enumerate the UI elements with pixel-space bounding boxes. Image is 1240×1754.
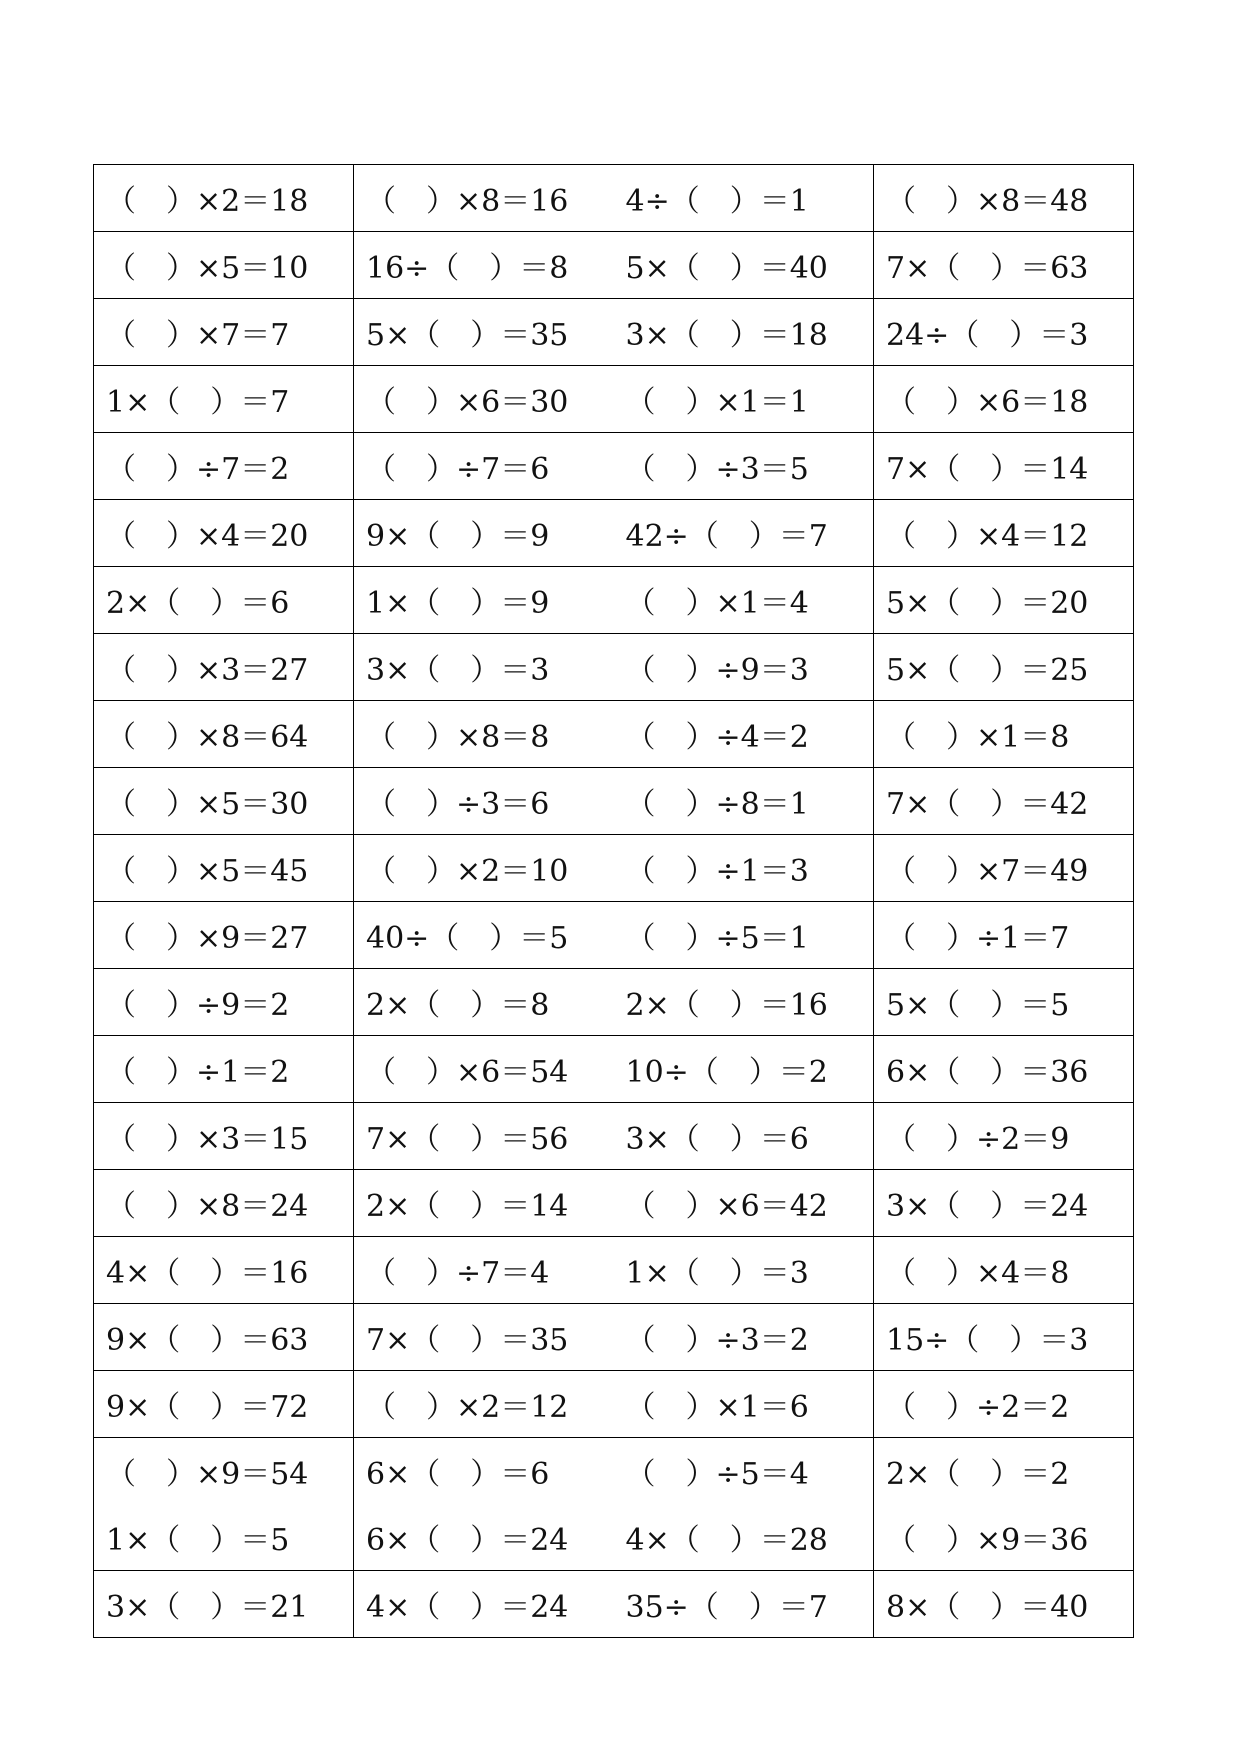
problem-cell: （ ）×8＝8	[354, 701, 614, 768]
problem-cell: 6×（ ）＝36	[874, 1036, 1134, 1103]
problem-cell: （ ）÷1＝3	[614, 835, 874, 902]
problem-cell: （ ）÷8＝1	[614, 768, 874, 835]
problem-cell: 5×（ ）＝20	[874, 567, 1134, 634]
problem-cell: （ ）÷5＝1	[614, 902, 874, 969]
problem-cell: 10÷（ ）＝2	[614, 1036, 874, 1103]
problem-cell: （ ）÷3＝5	[614, 433, 874, 500]
problem-cell: 9×（ ）＝63	[94, 1304, 354, 1371]
problem-cell: 4×（ ）＝24	[354, 1571, 614, 1638]
problem-row	[94, 835, 1134, 902]
problem-cell: 2×（ ）＝8	[354, 969, 614, 1036]
problem-cell: （ ）÷2＝2	[874, 1371, 1134, 1438]
problem-cell: （ ）÷9＝2	[94, 969, 354, 1036]
problem-row	[94, 1504, 1134, 1571]
problem-row	[94, 768, 1134, 835]
problem-cell: 7×（ ）＝35	[354, 1304, 614, 1371]
problem-row	[94, 500, 1134, 567]
problem-cell: （ ）÷5＝4	[614, 1438, 874, 1505]
problem-cell: 7×（ ）＝14	[874, 433, 1134, 500]
problem-row	[94, 567, 1134, 634]
problem-cell: 5×（ ）＝5	[874, 969, 1134, 1036]
problem-cell: 16÷（ ）＝8	[354, 232, 614, 299]
problem-cell: （ ）×1＝4	[614, 567, 874, 634]
problem-cell: 7×（ ）＝63	[874, 232, 1134, 299]
problem-cell: 3×（ ）＝24	[874, 1170, 1134, 1237]
problem-cell: （ ）×2＝12	[354, 1371, 614, 1438]
problem-cell: （ ）×8＝64	[94, 701, 354, 768]
problem-cell: （ ）×9＝27	[94, 902, 354, 969]
problem-cell: （ ）÷7＝6	[354, 433, 614, 500]
problem-row	[94, 165, 1134, 232]
problem-cell: 6×（ ）＝6	[354, 1438, 614, 1505]
problem-cell: （ ）×6＝42	[614, 1170, 874, 1237]
problem-cell: （ ）×6＝30	[354, 366, 614, 433]
problem-cell: （ ）×4＝12	[874, 500, 1134, 567]
problem-cell: （ ）÷7＝2	[94, 433, 354, 500]
problem-row	[94, 299, 1134, 366]
problem-row	[94, 433, 1134, 500]
problem-cell: 5×（ ）＝25	[874, 634, 1134, 701]
problem-cell: 2×（ ）＝14	[354, 1170, 614, 1237]
problem-row	[94, 1371, 1134, 1438]
problem-cell: （ ）÷4＝2	[614, 701, 874, 768]
problem-cell: 7×（ ）＝56	[354, 1103, 614, 1170]
problem-row	[94, 902, 1134, 969]
problem-cell: （ ）÷3＝6	[354, 768, 614, 835]
problem-cell: （ ）×9＝36	[874, 1504, 1134, 1571]
problem-cell: 42÷（ ）＝7	[614, 500, 874, 567]
problem-cell: 2×（ ）＝6	[94, 567, 354, 634]
problem-cell: 1×（ ）＝9	[354, 567, 614, 634]
problem-cell: （ ）×7＝49	[874, 835, 1134, 902]
problem-cell: （ ）÷7＝4	[354, 1237, 614, 1304]
problem-cell: （ ）×3＝27	[94, 634, 354, 701]
problem-cell: 3×（ ）＝3	[354, 634, 614, 701]
problem-cell: 40÷（ ）＝5	[354, 902, 614, 969]
problem-cell: 15÷（ ）＝3	[874, 1304, 1134, 1371]
problem-cell: （ ）×2＝18	[106, 184, 309, 219]
problem-cell: （ ）×2＝10	[354, 835, 614, 902]
problem-cell: （ ）÷1＝2	[94, 1036, 354, 1103]
problem-cell: （ ）×3＝15	[94, 1103, 354, 1170]
problem-cell: （ ）×8＝16	[354, 165, 614, 232]
problem-cell: 1×（ ）＝7	[94, 366, 354, 433]
problem-cell: 2×（ ）＝16	[614, 969, 874, 1036]
problem-cell: 9×（ ）＝72	[94, 1371, 354, 1438]
problem-cell: 8×（ ）＝40	[874, 1571, 1134, 1638]
problem-cell: 2×（ ）＝2	[874, 1438, 1134, 1505]
problem-cell: （ ）÷2＝9	[874, 1103, 1134, 1170]
worksheet-table	[93, 164, 1134, 1638]
problem-row	[94, 1438, 1134, 1505]
worksheet-body	[94, 165, 1134, 1638]
problem-cell: （ ）÷1＝7	[874, 902, 1134, 969]
problem-cell: （ ）×1＝6	[614, 1371, 874, 1438]
problem-cell: （ ）×5＝45	[94, 835, 354, 902]
problem-cell: 3×（ ）＝6	[614, 1103, 874, 1170]
problem-cell: （ ）×6＝54	[354, 1036, 614, 1103]
problem-cell: （ ）÷9＝3	[614, 634, 874, 701]
problem-cell: （ ）×9＝54	[94, 1438, 354, 1505]
problem-cell: 4×（ ）＝16	[94, 1237, 354, 1304]
problem-cell: 3×（ ）＝18	[614, 299, 874, 366]
problem-cell: 5×（ ）＝35	[354, 299, 614, 366]
problem-row	[94, 1036, 1134, 1103]
problem-cell: （ ）÷3＝2	[614, 1304, 874, 1371]
problem-cell: （ ）×1＝8	[874, 701, 1134, 768]
problem-cell: 35÷（ ）＝7	[614, 1571, 874, 1638]
problem-row	[94, 634, 1134, 701]
problem-cell: 4×（ ）＝28	[625, 1523, 828, 1558]
problem-row	[94, 969, 1134, 1036]
problem-row	[94, 1170, 1134, 1237]
problem-cell: （ ）×7＝7	[94, 299, 354, 366]
problem-cell: 1×（ ）＝5	[106, 1523, 290, 1558]
problem-cell: （ ）×4＝20	[94, 500, 354, 567]
problem-cell: 24÷（ ）＝3	[874, 299, 1134, 366]
problem-cell: （ ）×5＝10	[94, 232, 354, 299]
problem-cell: （ ）×4＝8	[874, 1237, 1134, 1304]
problem-cell: 5×（ ）＝40	[614, 232, 874, 299]
problem-cell: 1×（ ）＝3	[614, 1237, 874, 1304]
problem-cell: （ ）×1＝1	[614, 366, 874, 433]
problem-row	[94, 1304, 1134, 1371]
problem-cell: 7×（ ）＝42	[874, 768, 1134, 835]
problem-row	[94, 1571, 1134, 1638]
problem-row	[94, 366, 1134, 433]
problem-cell: 4÷（ ）＝1	[625, 184, 809, 219]
problem-row	[94, 701, 1134, 768]
problem-cell: 3×（ ）＝21	[94, 1571, 354, 1638]
problem-row	[94, 1103, 1134, 1170]
problem-cell: 9×（ ）＝9	[354, 500, 614, 567]
problem-cell: 6×（ ）＝24	[354, 1504, 614, 1571]
problem-row	[94, 1237, 1134, 1304]
problem-cell: （ ）×8＝48	[874, 165, 1134, 232]
problem-cell: （ ）×8＝24	[94, 1170, 354, 1237]
problem-cell: （ ）×6＝18	[874, 366, 1134, 433]
problem-row	[94, 232, 1134, 299]
problem-cell: （ ）×5＝30	[94, 768, 354, 835]
